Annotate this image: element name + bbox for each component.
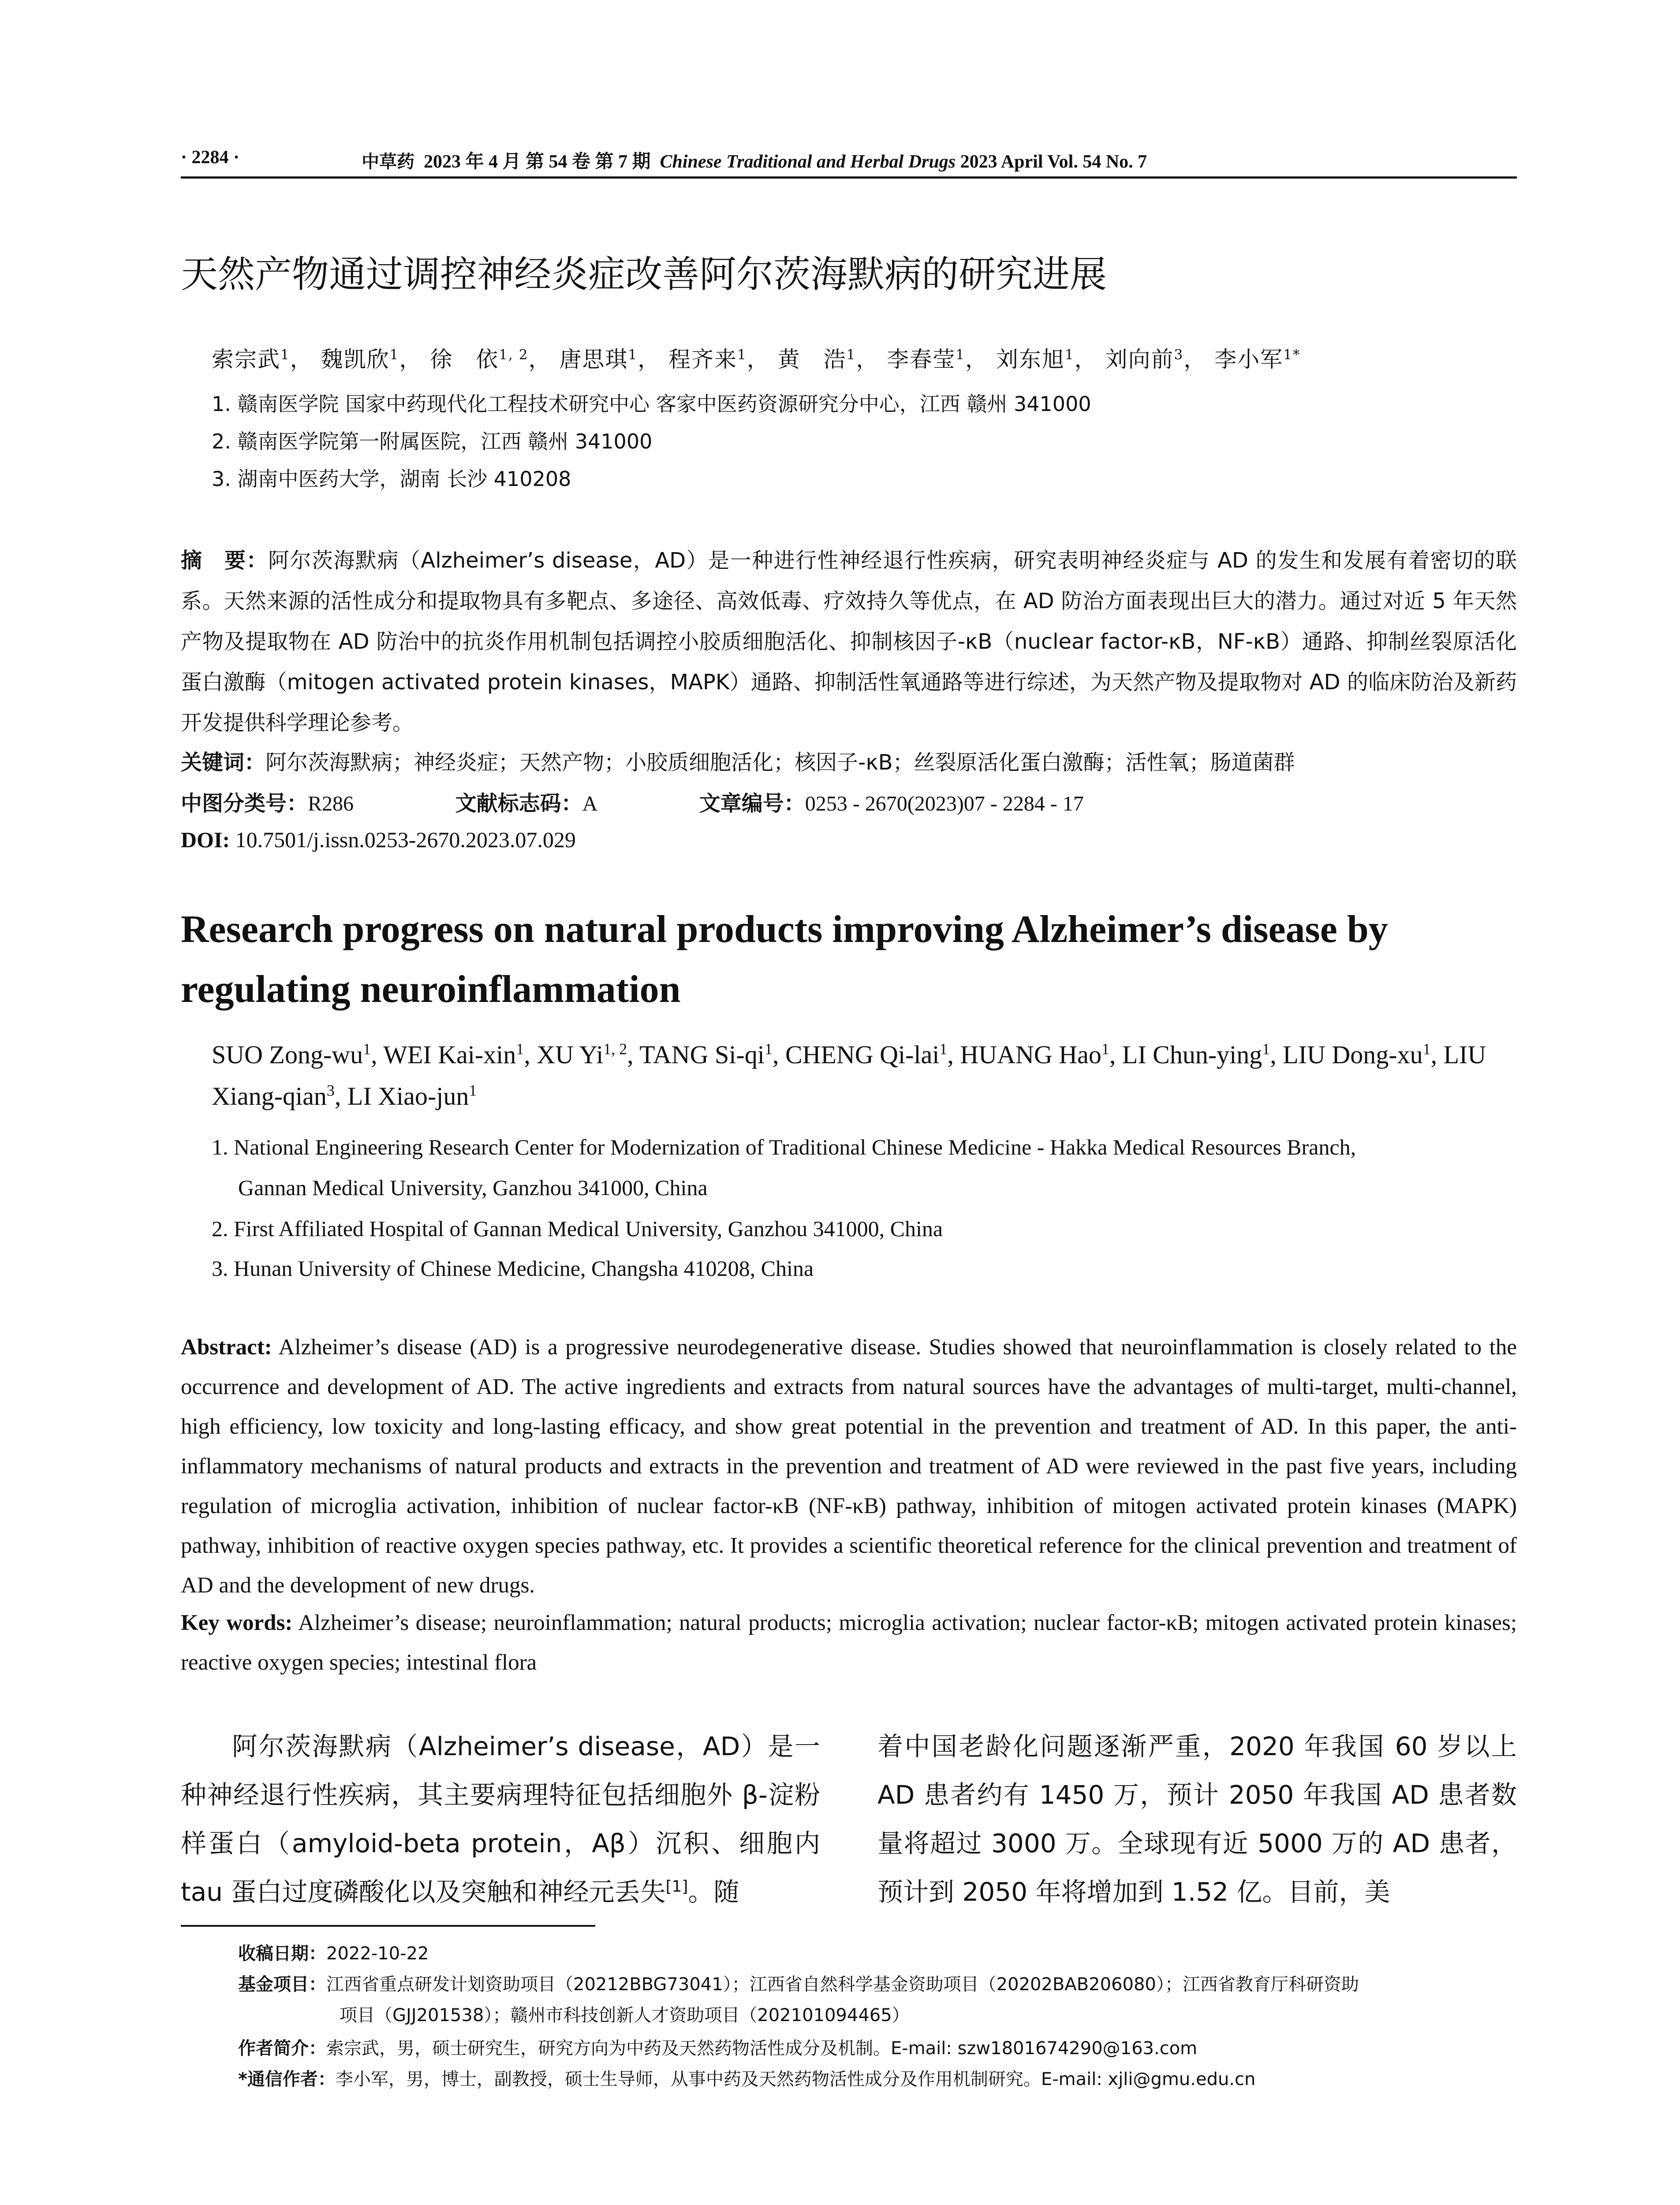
- author-zh: 李春莹$^1$，: [887, 347, 988, 372]
- footnote-rule: [181, 1925, 595, 1927]
- author-en: XU Yi$^{1, 2}$,: [537, 1040, 640, 1069]
- title-zh: 天然产物通过调控神经炎症改善阿尔茨海默病的研究进展: [181, 253, 1107, 296]
- author-zh: 魏凯欣$^1$，: [321, 347, 422, 372]
- article-no-value: 0253 - 2670(2023)07 - 2284 - 17: [805, 792, 1084, 815]
- author-zh: 唐思琪$^1$，: [559, 347, 661, 372]
- doi-label: DOI:: [181, 827, 230, 852]
- affiliation-zh-2: 2. 赣南医学院第一附属医院，江西 赣州 341000: [212, 430, 653, 453]
- keywords-zh-text: 阿尔茨海默病；神经炎症；天然产物；小胶质细胞活化；核因子-κB；丝裂原活化蛋白激酶；活性氧；肠道菌群: [265, 750, 1295, 775]
- author-en: LIU Xiang-qian$^3$,: [212, 1040, 1486, 1110]
- author-zh: 刘向前$^3$，: [1105, 347, 1207, 372]
- author-en: CHENG Qi-lai$^1$,: [785, 1040, 960, 1069]
- footnote-author: 作者简介：索宗武，男，硕士研究生，研究方向为中药及天然药物活性成分及机制。E-mail: szw1801674290@163.com: [238, 2038, 1198, 2059]
- footnote-received: 收稿日期：2022-10-22: [238, 1943, 429, 1964]
- keywords-zh-label: 关键词：: [181, 750, 266, 775]
- affiliation-en-3: 3. Hunan University of Chinese Medicine, Changsha 410208, China: [212, 1256, 814, 1281]
- abstract-zh-text: 阿尔茨海默病（Alzheimer’s disease，AD）是一种进行性神经退行性疾病，研究表明神经炎症与 AD 的发生和发展有着密切的联系。天然来源的活性成分和提取物具有多靶点、多途径、高效低毒、疗效持久等优点，在 AD 防治方面表现出巨大的潜力。通过对近 5 年天然产物及提取物在 AD 防治中的抗炎作用机制包括调控小胶质细胞活化、抑制核因子-κB（nuclear factor-κB，NF-κB）通路、抑制丝裂原活化蛋白激酶（mitogen activated protein kinases，MAPK）通路、抑制活性氧通路等进行综述，为天然产物及提取物对 AD 的临床防治及新药开发提供科学理论参考。: [181, 548, 1517, 735]
- abstract-en: [181, 1327, 1517, 1605]
- keywords-en-label: Key words:: [181, 1611, 293, 1635]
- journal-name-zh: 中草药: [362, 152, 414, 172]
- article-no-label: 文章编号：: [699, 791, 805, 816]
- issue-en: 2023 April Vol. 54 No. 7: [960, 152, 1147, 172]
- affiliation-en-1: 1. National Engineering Research Center for Modernization of Traditional Chinese Medicine - Hakka Medical Resources Branch, Gannan Medical University, Ganzhou 341000, China: [212, 1135, 1356, 1200]
- page-number: · 2284 ·: [181, 147, 240, 168]
- author-en: LI Chun-ying$^1$,: [1122, 1040, 1283, 1069]
- body-column-right: 着中国老龄化问题逐渐严重，2020 年我国 60 岁以上 AD 患者约有 1450 万，预计 2050 年我国 AD 患者数量将超过 3000 万。全球现有近 5000 万的 AD 患者，预计到 2050 年将增加到 1.52 亿。目前，美: [877, 1731, 1517, 1907]
- author-zh: 黄 浩$^1$，: [777, 347, 879, 372]
- footnote-fund: 基金项目：江西省重点研发计划资助项目（20212BBG73041）；江西省自然科学基金资助项目（20202BAB206080）；江西省教育厅科研资助 项目（GJJ201538）；赣州市科技创新人才资助项目（202101094465）: [238, 1974, 1359, 2026]
- clc-label: 中图分类号：: [181, 791, 308, 816]
- abstract-zh-label: 摘 要：: [181, 548, 268, 573]
- doc-code-label: 文献标志码：: [455, 791, 582, 816]
- author-en: LI Xiao-jun$^1$: [347, 1081, 477, 1110]
- abstract-zh: [181, 540, 1517, 743]
- header-rule: [181, 176, 1517, 179]
- issue-zh: 2023 年 4 月 第 54 卷 第 7 期: [424, 152, 651, 172]
- author-en: TANG $Si-qi^1$,: [639, 1040, 785, 1069]
- journal-line: [362, 147, 1147, 173]
- journal-name-en: Chinese Traditional and Herbal Drugs: [660, 152, 956, 172]
- author-zh: 刘东旭$^1$，: [996, 347, 1098, 372]
- footnote-corresponding: *通信作者：李小军，男，博士，副教授，硕士生导师，从事中药及天然药物活性成分及作用机制研究。E-mail: xjli@gmu.edu.cn: [238, 2069, 1256, 2089]
- author-en: WEI Kai-xin$^1$,: [383, 1040, 537, 1069]
- classification-line: [181, 786, 1084, 817]
- author-zh: 索宗武$^1$，: [212, 347, 313, 372]
- author-en: SUO Zong-$wu^1$,: [212, 1040, 384, 1069]
- affiliation-zh-1: 1. 赣南医学院 国家中药现代化工程技术研究中心 客家中医药资源研究分中心，江西 赣州 341000: [212, 392, 1091, 416]
- author-zh: 李小军$^{1*}$: [1214, 347, 1301, 372]
- author-en: LIU Dong-$xu^1$,: [1283, 1040, 1444, 1069]
- citation-1[interactable]: [1]: [665, 1877, 688, 1896]
- abstract-en-label: Abstract:: [181, 1335, 272, 1360]
- authors-en: [212, 1034, 1517, 1117]
- body-column-left: 阿尔茨海默病（Alzheimer’s disease，AD）是一种神经退行性疾病，其主要病理特征包括细胞外 β-淀粉样蛋白（amyloid-beta protein，Aβ）沉积、细胞内 tau 蛋白过度磷酸化以及突触和神经元丢失[1]。随: [181, 1731, 820, 1907]
- keywords-en: [181, 1603, 1517, 1682]
- doc-code-value: A: [582, 792, 598, 815]
- clc-value: R286: [308, 792, 354, 815]
- running-header: [181, 143, 1517, 174]
- authors-zh: [212, 342, 1300, 374]
- keywords-zh: [181, 745, 1295, 776]
- affiliation-zh-3: 3. 湖南中医药大学，湖南 长沙 410208: [212, 467, 571, 491]
- keywords-en-text: Alzheimer’s disease; neuroinflammation; natural products; microglia activation; nuclear factor-κB; mitogen activated protein kinases; reactive oxygen species; intestinal flora: [181, 1611, 1517, 1675]
- title-en: Research progress on natural products improving Alzheimer’s disease by regulating neuroinflammation: [181, 908, 1388, 1011]
- author-zh: 程齐来$^1$，: [668, 347, 770, 372]
- author-zh: 徐 依$^{1, 2}$，: [430, 347, 552, 372]
- affiliation-en-2: 2. First Affiliated Hospital of Gannan Medical University, Ganzhou 341000, China: [212, 1216, 943, 1241]
- doi-line: [181, 827, 576, 852]
- doi-value: 10.7501/j.issn.0253-2670.2023.07.029: [235, 827, 576, 852]
- author-en: HUANG Hao$^1$,: [960, 1040, 1122, 1069]
- abstract-en-text: Alzheimer’s disease (AD) is a progressive neurodegenerative disease. Studies showed that neuroinflammation is closely related to the occurrence and development of AD. The active ingredients and extracts from natural sources have the advantages of multi-target, multi-channel, high efficiency, low toxicity and long-lasting efficacy, and show great potential in the prevention and treatment of AD. In this paper, the anti-inflammatory mechanisms of natural products and extracts in the prevention and treatment of AD were reviewed in the past five years, including regulation of microglia activation, inhibition of nuclear factor-κB (NF-κB) pathway, inhibition of mitogen activated protein kinases (MAPK) pathway, inhibition of reactive oxygen species pathway, etc. It provides a scientific theoretical reference for the clinical prevention and treatment of AD and the development of new drugs.: [181, 1335, 1517, 1598]
